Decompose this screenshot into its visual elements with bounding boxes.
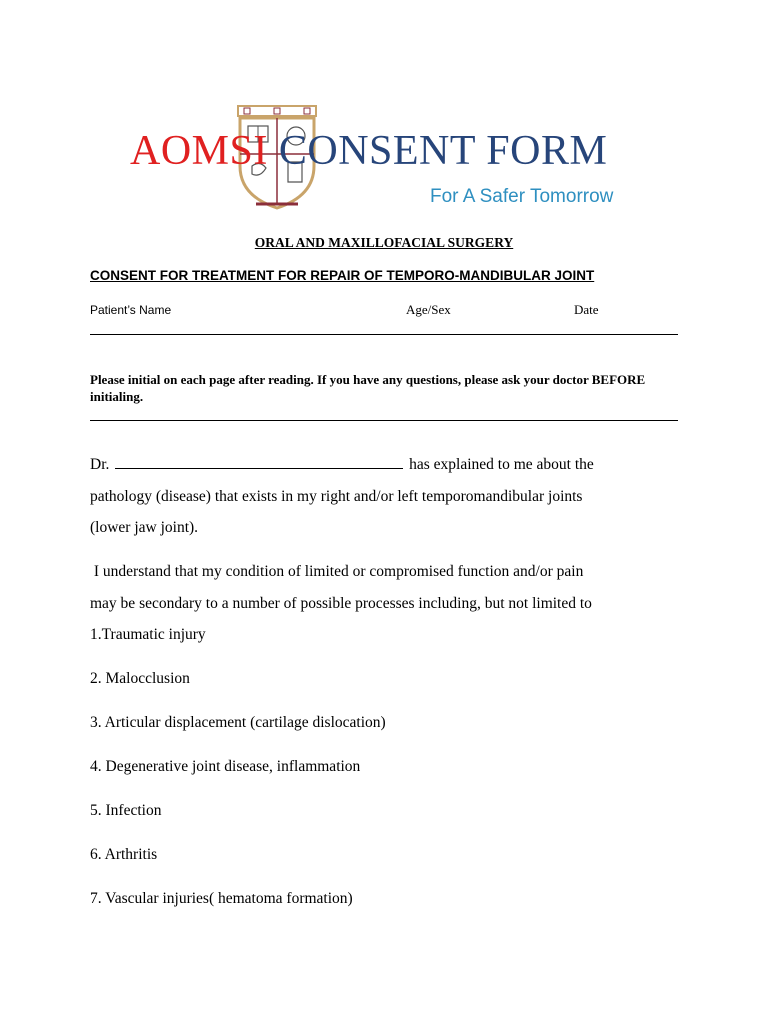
list-item: 5. Infection <box>90 802 162 819</box>
doctor-prefix: Dr. <box>90 456 110 473</box>
patient-name-label: Patient’s Name <box>90 303 172 317</box>
form-heading: ORAL AND MAXILLOFACIAL SURGERY <box>254 235 514 250</box>
list-item: 7. Vascular injuries( hematoma formation) <box>90 890 353 907</box>
brand-title <box>130 130 607 172</box>
initial-notice: Please initial on each page after reading. If you have any questions, please ask your doctor BEFORE initialing. <box>90 372 646 404</box>
doctor-name-field[interactable] <box>115 456 403 469</box>
patient-field-line[interactable] <box>90 334 678 335</box>
date-label: Date <box>574 302 599 317</box>
paragraph2-line1: I understand that my condition of limited or compromised function and/or pain <box>90 563 584 580</box>
list-item: 1.Traumatic injury <box>90 626 206 643</box>
brand-tagline: For A Safer Tomorrow <box>430 186 614 207</box>
age-sex-label: Age/Sex <box>406 302 451 317</box>
list-item: 4. Degenerative joint disease, inflammation <box>90 758 361 775</box>
brand-consent-form: CONSENT FORM <box>278 128 608 174</box>
paragraph1-line2: pathology (disease) that exists in my right and/or left temporomandibular joints <box>90 488 583 505</box>
notice-divider <box>90 420 678 421</box>
doctor-line <box>90 456 690 474</box>
form-subheading: CONSENT FOR TREATMENT FOR REPAIR OF TEMPORO-MANDIBULAR JOINT <box>90 268 595 283</box>
list-item: 2. Malocclusion <box>90 670 190 687</box>
brand-aomsi: AOMSI <box>130 128 268 174</box>
paragraph1-line3: (lower jaw joint). <box>90 519 199 536</box>
list-item: 3. Articular displacement (cartilage dislocation) <box>90 714 386 731</box>
list-item: 6. Arthritis <box>90 846 158 863</box>
doctor-suffix: has explained to me about the <box>409 456 594 473</box>
paragraph2-line2: may be secondary to a number of possible processes including, but not limited to <box>90 595 592 612</box>
